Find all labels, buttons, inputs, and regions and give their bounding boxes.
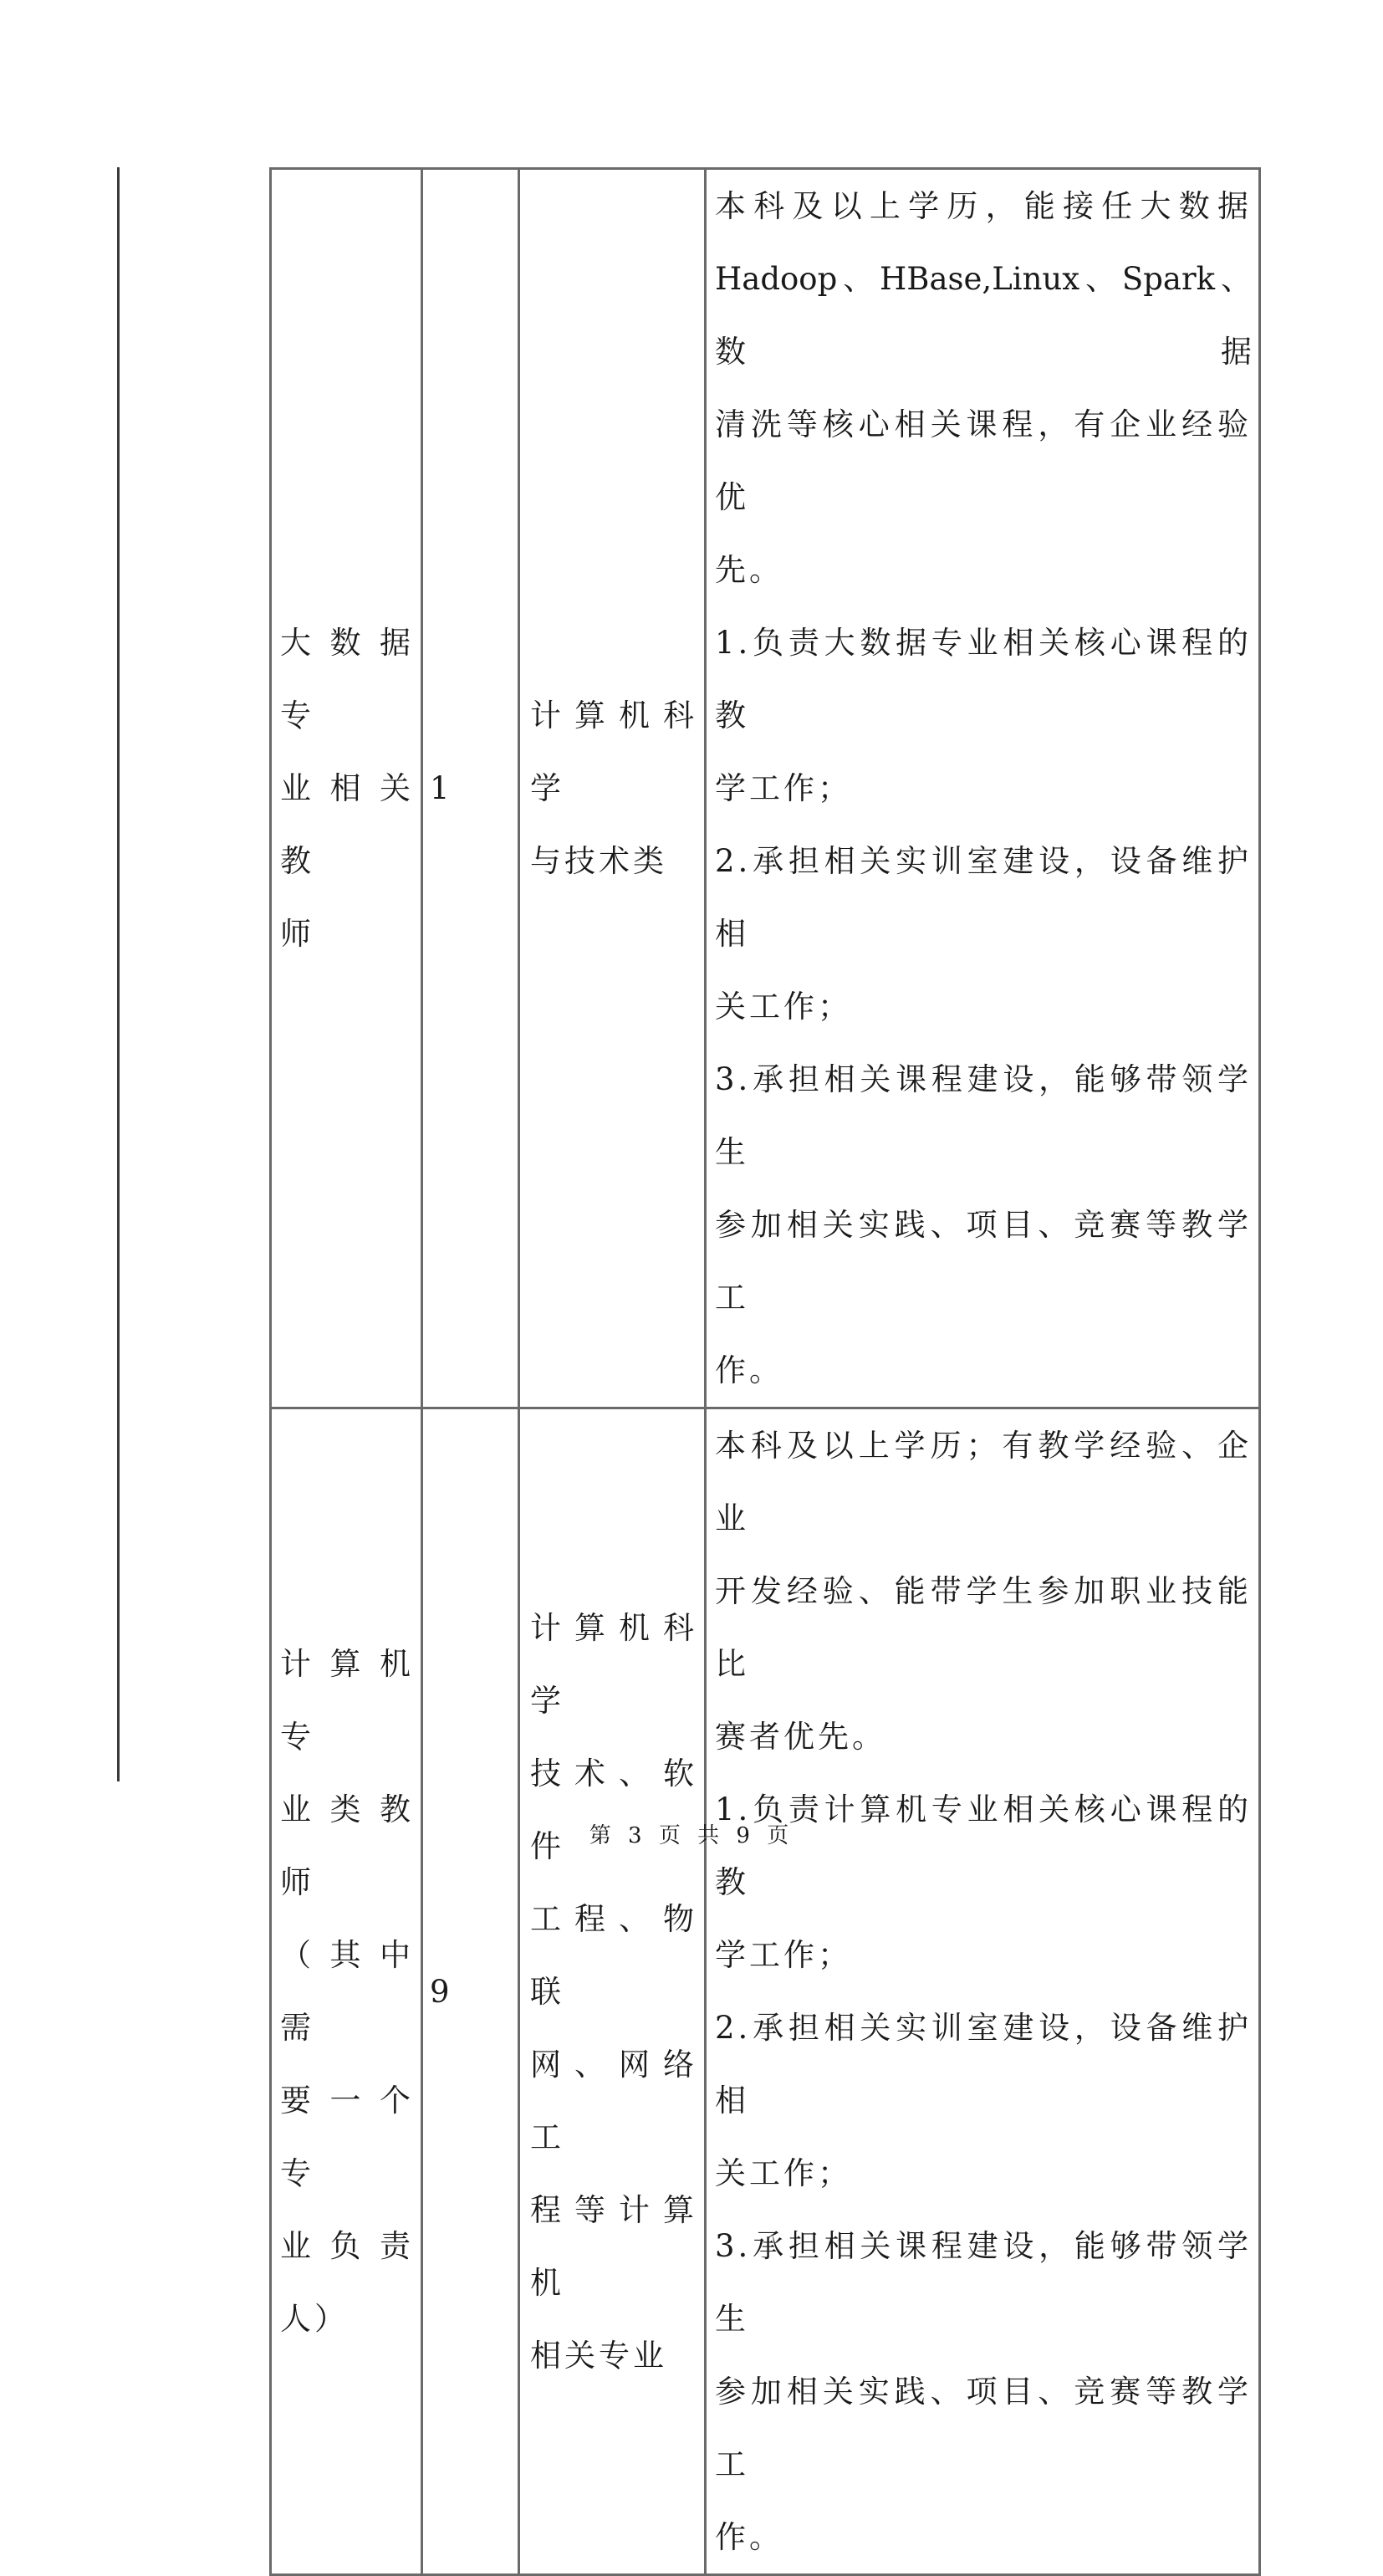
requirement-line: 关工作； bbox=[715, 2155, 852, 2191]
major-line: 程等计算机 bbox=[530, 2191, 697, 2301]
requirement-line: Hadoop、HBase,Linux、Spark、数据 bbox=[715, 261, 1252, 370]
major-line: 技术、软件 bbox=[530, 1755, 697, 1864]
requirements-cell bbox=[706, 169, 1260, 1408]
requirement-line: 清洗等核心相关课程，有企业经验优 bbox=[715, 406, 1252, 515]
position-line: 业负责 bbox=[280, 2228, 414, 2264]
requirement-line: 3.承担相关课程建设，能够带领学生 bbox=[715, 1061, 1252, 1170]
requirement-line: 2.承担相关实训室建设，设备维护相 bbox=[715, 843, 1252, 952]
requirement-line: 参加相关实践、项目、竞赛等教学工 bbox=[715, 2374, 1252, 2482]
major-line: 与技术类 bbox=[530, 843, 667, 879]
requirement-line: 作。 bbox=[715, 2519, 783, 2555]
major-line: 计算机科学 bbox=[530, 698, 697, 806]
requirement-line: 开发经验、能带学生参加职业技能比 bbox=[715, 1573, 1252, 1682]
major-line: 网、网络工 bbox=[530, 2046, 697, 2155]
position-cell bbox=[271, 169, 422, 1408]
requirement-line: 本科及以上学历；有教学经验、企业 bbox=[715, 1428, 1252, 1536]
major-line: 计算机科学 bbox=[530, 1609, 697, 1719]
major-cell bbox=[519, 1408, 706, 2575]
position-line: 人） bbox=[280, 2301, 349, 2337]
page-number: 第 3 页 共 9 页 bbox=[589, 1823, 794, 1848]
requirement-line: 1.负责计算机专业相关核心课程的教 bbox=[715, 1791, 1252, 1900]
position-cell bbox=[271, 1408, 422, 2575]
position-line: 业相关教 bbox=[280, 770, 414, 879]
requirement-line: 学工作； bbox=[715, 770, 852, 806]
major-cell bbox=[519, 169, 706, 1408]
position-line: （其中需 bbox=[280, 1937, 414, 2046]
count-value: 1 bbox=[430, 770, 453, 806]
table-row bbox=[271, 1408, 1260, 2575]
position-line: 计算机专 bbox=[280, 1646, 414, 1755]
requirement-line: 1.负责大数据专业相关核心课程的教 bbox=[715, 625, 1252, 733]
position-line: 师 bbox=[280, 916, 314, 952]
position-line: 业类教师 bbox=[280, 1791, 414, 1900]
requirement-line: 关工作； bbox=[715, 989, 852, 1025]
requirements-cell bbox=[706, 1408, 1260, 2575]
major-line: 相关专业 bbox=[530, 2337, 667, 2374]
requirement-line: 参加相关实践、项目、竞赛等教学工 bbox=[715, 1207, 1252, 1316]
requirement-line: 赛者优先。 bbox=[715, 1719, 886, 1755]
major-line: 工程、物联 bbox=[530, 1900, 697, 2010]
requirement-line: 2.承担相关实训室建设，设备维护相 bbox=[715, 2010, 1252, 2119]
count-cell bbox=[422, 169, 519, 1408]
position-line: 要一个专 bbox=[280, 2083, 414, 2191]
requirement-line: 作。 bbox=[715, 1352, 783, 1388]
requirement-line: 3.承担相关课程建设，能够带领学生 bbox=[715, 2228, 1252, 2337]
job-table bbox=[269, 167, 1261, 2576]
count-cell bbox=[422, 1408, 519, 2575]
table-row bbox=[271, 169, 1260, 1408]
position-line: 大数据专 bbox=[280, 625, 414, 733]
requirement-line: 先。 bbox=[715, 552, 783, 588]
count-value: 9 bbox=[430, 1973, 453, 2010]
left-margin-rule bbox=[117, 167, 120, 1781]
requirement-line: 学工作； bbox=[715, 1937, 852, 1973]
requirement-line: 本科及以上学历，能接任大数据 bbox=[715, 188, 1252, 224]
